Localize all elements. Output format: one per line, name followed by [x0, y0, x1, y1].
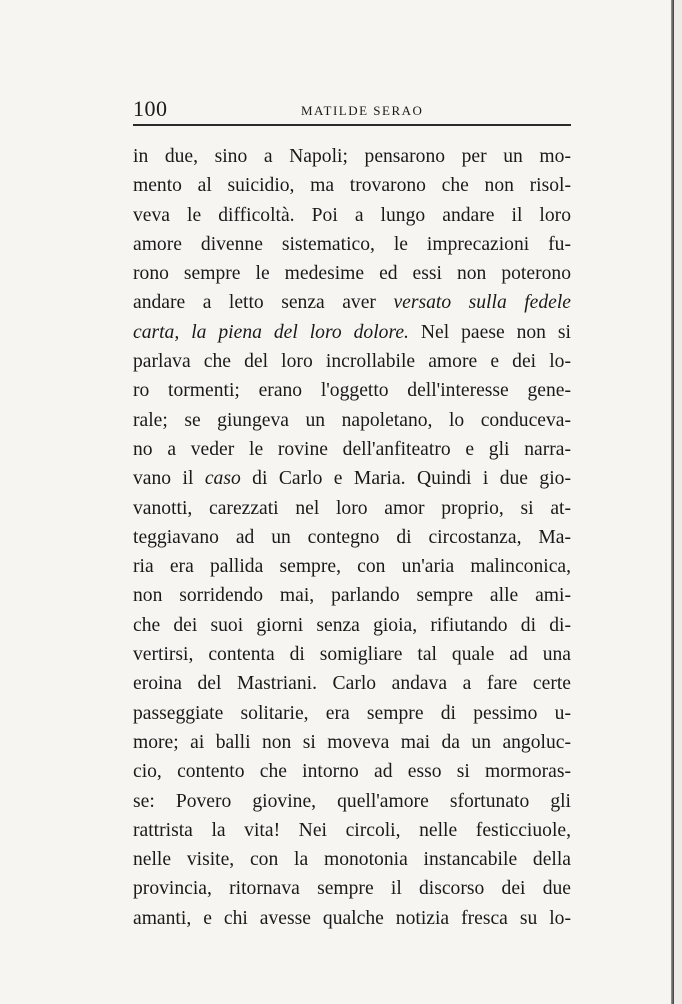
italic-text-segment: caso — [204, 468, 241, 490]
page-header — [133, 96, 571, 124]
book-spine-edge — [671, 0, 674, 1004]
text-line: rono sempre le medesime ed essi non poterono — [133, 263, 571, 285]
page-number: 100 — [133, 96, 168, 121]
text-line: parlava che del loro incrollabile amore e dei lo- — [133, 351, 571, 373]
text-line: vertirsi, contenta di somigliare tal quale ad una — [133, 644, 571, 666]
text-segment: vano il — [133, 468, 205, 490]
text-line: nelle visite, con la monotonia instancabile della — [133, 849, 571, 871]
text-line — [133, 318, 571, 347]
text-line: non sorridendo mai, parlando sempre alle ami- — [133, 585, 571, 607]
body-text — [133, 142, 571, 933]
text-line: in due, sino a Napoli; pensarono per un mo- — [133, 146, 571, 167]
page-edge-shadow — [674, 0, 682, 1004]
text-line: more; ai balli non si moveva mai da un angoluc- — [133, 731, 571, 753]
text-line: cio, contento che intorno ad esso si mormoras- — [133, 761, 571, 783]
text-line: se: Povero giovine, quell'amore sfortunato gli — [133, 790, 571, 812]
italic-text-segment: carta, la piena del loro dolore. — [133, 321, 409, 343]
text-line: provincia, ritornava sempre il discorso dei due — [133, 878, 571, 900]
running-head: MATILDE SERAO — [301, 103, 424, 118]
text-line: amanti, e chi avesse qualche notizia fresca su lo- — [133, 907, 571, 929]
text-line: ro tormenti; erano l'oggetto dell'interesse gene- — [133, 380, 571, 402]
text-line: amore divenne sistematico, le imprecazioni fu- — [133, 233, 571, 255]
text-line: rale; se giungeva un napoletano, lo conduceva- — [133, 409, 571, 431]
text-line: teggiavano ad un contegno di circostanza, Ma- — [133, 526, 571, 548]
text-line: veva le difficoltà. Poi a lungo andare il loro — [133, 204, 571, 226]
text-line: vanotti, carezzati nel loro amor proprio, si at- — [133, 497, 571, 519]
text-line — [133, 464, 571, 493]
header-rule — [133, 124, 571, 126]
text-line: che dei suoi giorni senza gioia, rifiutando di di- — [133, 614, 571, 636]
text-line: ria era pallida sempre, con un'aria malinconica, — [133, 556, 571, 578]
text-segment: di Carlo e Maria. Quindi i due gio- — [240, 468, 571, 490]
text-segment: andare a letto senza aver — [133, 292, 394, 314]
text-line — [133, 288, 571, 317]
text-line: mento al suicidio, ma trovarono che non risol- — [133, 175, 571, 197]
text-line: passeggiate solitarie, era sempre di pessimo u- — [133, 702, 571, 724]
text-line: rattrista la vita! Nei circoli, nelle festicciuole, — [133, 819, 571, 841]
text-line: no a veder le rovine dell'anfiteatro e gli narra- — [133, 438, 571, 460]
italic-text-segment: versato sulla fedele — [393, 292, 572, 314]
text-line: eroina del Mastriani. Carlo andava a fare certe — [133, 673, 571, 695]
text-segment: Nel paese non si — [408, 321, 571, 343]
